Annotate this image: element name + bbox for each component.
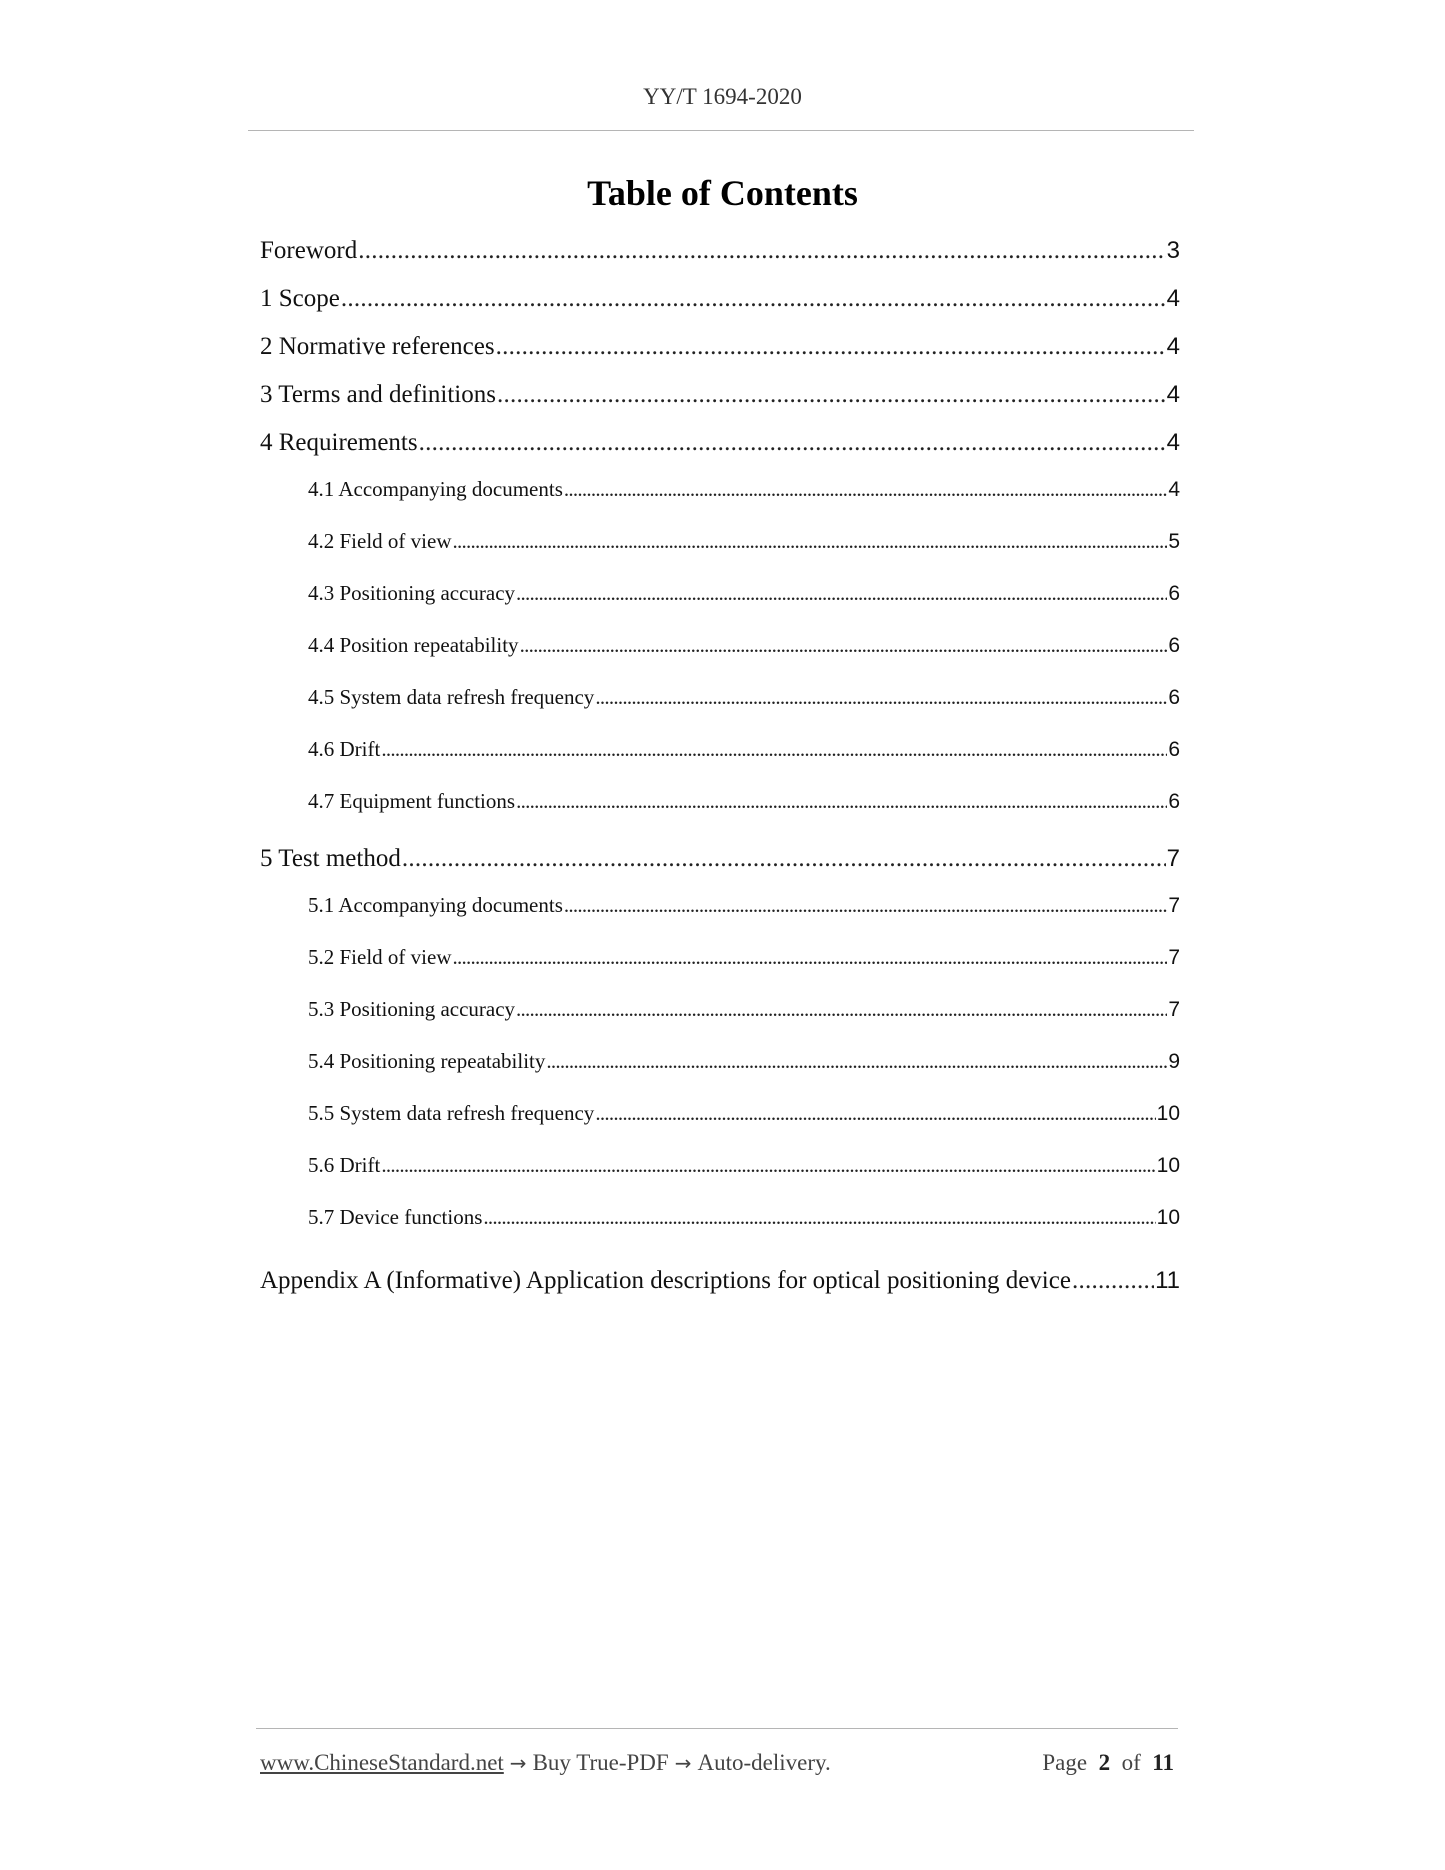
- toc-entry-5-7[interactable]: [260, 1205, 1180, 1257]
- toc-entry-4-7[interactable]: [260, 789, 1180, 841]
- toc-entry-5-1[interactable]: [260, 893, 1180, 945]
- toc-entry-label: 1 Scope: [260, 285, 340, 312]
- toc-entry-page: 9: [1168, 1050, 1180, 1073]
- toc-entry-page: 4: [1166, 381, 1180, 408]
- page-footer: [260, 1750, 1174, 1780]
- dot-leader: [497, 381, 1166, 409]
- toc-entry-requirements[interactable]: [260, 429, 1180, 477]
- dot-leader: [341, 285, 1166, 313]
- toc-entry-label: 4 Requirements: [260, 429, 418, 456]
- toc-title: Table of Contents: [587, 173, 858, 213]
- toc-entry-test-method[interactable]: [260, 845, 1180, 893]
- dot-leader: [402, 845, 1166, 873]
- toc-entry-4-3[interactable]: [260, 581, 1180, 633]
- toc-entry-label: Foreword: [260, 237, 358, 264]
- document-code-header: YY/T 1694-2020: [643, 84, 802, 109]
- toc-entry-page: 7: [1168, 894, 1180, 917]
- toc-entry-4-5[interactable]: [260, 685, 1180, 737]
- toc-entry-label: 5.4 Positioning repeatability: [308, 1049, 546, 1073]
- toc-entry-5-4[interactable]: [260, 1049, 1180, 1101]
- arrow-right-icon: →: [509, 1751, 527, 1775]
- arrow-right-icon: →: [674, 1751, 692, 1775]
- toc-entry-normative-references[interactable]: [260, 333, 1180, 381]
- dot-leader: [419, 429, 1166, 457]
- table-of-contents: [260, 237, 1180, 1315]
- toc-entry-label: 4.4 Position repeatability: [308, 633, 519, 657]
- toc-entry-page: 6: [1168, 686, 1180, 709]
- dot-leader: [564, 893, 1167, 918]
- toc-entry-page: 5: [1168, 530, 1180, 553]
- toc-entry-label: 4.2 Field of view: [308, 529, 452, 553]
- toc-entry-page: 4: [1168, 478, 1180, 501]
- toc-entry-page: 10: [1156, 1154, 1180, 1177]
- toc-entry-page: 6: [1168, 634, 1180, 657]
- toc-entry-foreword[interactable]: [260, 237, 1180, 285]
- toc-entry-4-6[interactable]: [260, 737, 1180, 789]
- auto-delivery-text: Auto-delivery.: [697, 1750, 831, 1775]
- toc-entry-label: 4.5 System data refresh frequency: [308, 685, 595, 709]
- toc-entry-5-2[interactable]: [260, 945, 1180, 997]
- dot-leader: [520, 633, 1168, 658]
- toc-entry-label: Appendix A (Informative) Application descriptions for optical positioning device: [260, 1267, 1071, 1294]
- toc-entry-page: 7: [1168, 998, 1180, 1021]
- dot-leader: [452, 945, 1167, 970]
- toc-entry-label: 5.3 Positioning accuracy: [308, 997, 516, 1021]
- toc-entry-page: 3: [1166, 237, 1180, 264]
- toc-entry-label: 5 Test method: [260, 845, 401, 872]
- dot-leader: [516, 997, 1167, 1022]
- toc-entry-4-4[interactable]: [260, 633, 1180, 685]
- toc-entry-label: 5.5 System data refresh frequency: [308, 1101, 595, 1125]
- dot-leader: [1072, 1267, 1154, 1295]
- toc-entry-label: 4.7 Equipment functions: [308, 789, 516, 813]
- dot-leader: [516, 581, 1167, 606]
- toc-entry-page: 6: [1168, 790, 1180, 813]
- dot-leader: [381, 1153, 1155, 1178]
- toc-entry-label: 2 Normative references: [260, 333, 495, 360]
- buy-true-pdf-text: Buy True-PDF: [532, 1750, 669, 1775]
- dot-leader: [496, 333, 1166, 361]
- toc-entry-terms-and-definitions[interactable]: [260, 381, 1180, 429]
- header-divider: [248, 130, 1194, 131]
- toc-entry-page: 4: [1166, 333, 1180, 360]
- toc-entry-page: 7: [1168, 946, 1180, 969]
- dot-leader: [452, 529, 1167, 554]
- current-page-number: 2: [1098, 1750, 1111, 1775]
- dot-leader: [564, 477, 1167, 502]
- page-word: Page: [1042, 1750, 1088, 1775]
- toc-entry-label: 5.2 Field of view: [308, 945, 452, 969]
- toc-entry-page: 11: [1155, 1267, 1180, 1294]
- toc-entry-page: 6: [1168, 582, 1180, 605]
- toc-entry-page: 4: [1166, 429, 1180, 456]
- dot-leader: [546, 1049, 1167, 1074]
- toc-entry-label: 4.6 Drift: [308, 737, 381, 761]
- toc-entry-4-2[interactable]: [260, 529, 1180, 581]
- toc-entry-5-5[interactable]: [260, 1101, 1180, 1153]
- toc-entry-label: 3 Terms and definitions: [260, 381, 496, 408]
- site-link[interactable]: www.ChineseStandard.net: [260, 1750, 504, 1775]
- toc-entry-label: 4.3 Positioning accuracy: [308, 581, 516, 605]
- dot-leader: [483, 1205, 1155, 1230]
- dot-leader: [516, 789, 1167, 814]
- dot-leader: [595, 685, 1167, 710]
- toc-entry-page: 4: [1166, 285, 1180, 312]
- toc-entry-appendix-a[interactable]: [260, 1267, 1180, 1315]
- page-indicator: [1042, 1750, 1174, 1776]
- toc-entry-5-6[interactable]: [260, 1153, 1180, 1205]
- dot-leader: [358, 237, 1165, 265]
- footer-divider: [256, 1728, 1178, 1729]
- toc-entry-scope[interactable]: [260, 285, 1180, 333]
- toc-entry-page: 7: [1166, 845, 1180, 872]
- of-word: of: [1121, 1750, 1141, 1775]
- toc-entry-page: 6: [1168, 738, 1180, 761]
- footer-promo: [260, 1750, 831, 1776]
- dot-leader: [595, 1101, 1155, 1126]
- toc-entry-5-3[interactable]: [260, 997, 1180, 1049]
- toc-entry-page: 10: [1156, 1102, 1180, 1125]
- toc-entry-label: 5.6 Drift: [308, 1153, 381, 1177]
- total-page-count: 11: [1152, 1750, 1174, 1775]
- toc-entry-page: 10: [1156, 1206, 1180, 1229]
- dot-leader: [381, 737, 1167, 762]
- toc-entry-label: 4.1 Accompanying documents: [308, 477, 563, 501]
- toc-entry-label: 5.1 Accompanying documents: [308, 893, 563, 917]
- toc-entry-label: 5.7 Device functions: [308, 1205, 483, 1229]
- toc-entry-4-1[interactable]: [260, 477, 1180, 529]
